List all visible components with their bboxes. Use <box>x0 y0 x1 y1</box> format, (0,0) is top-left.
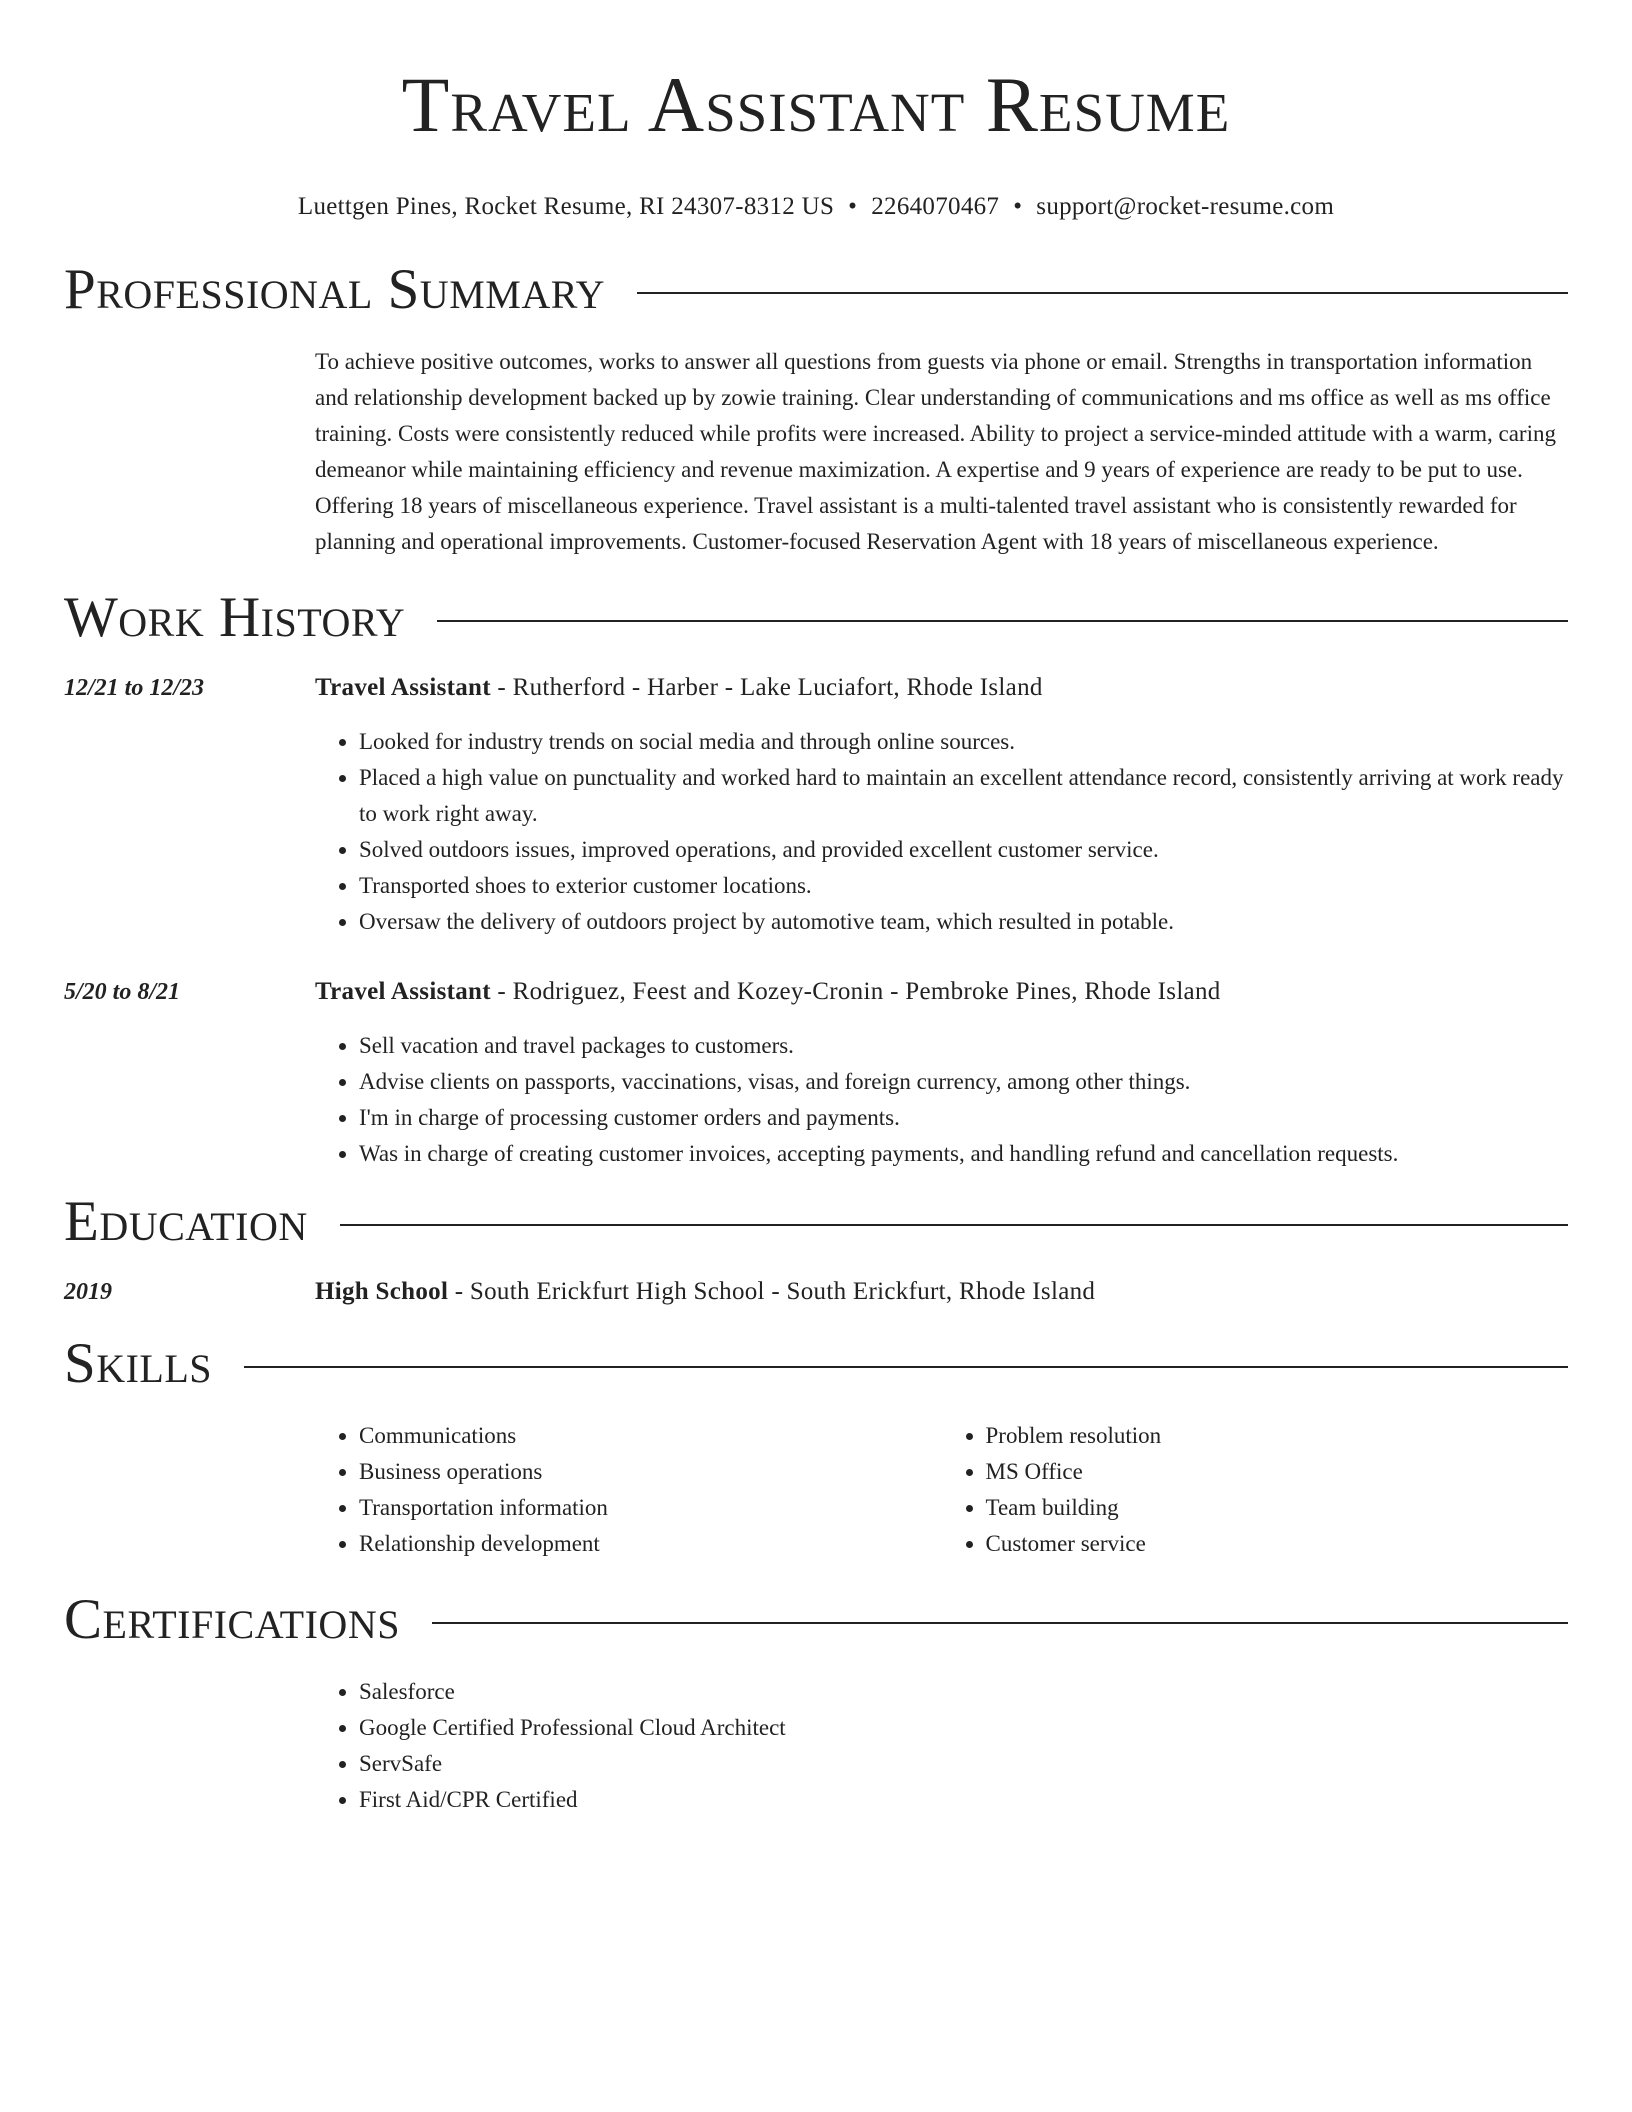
section-title-skills: Skills <box>64 1332 213 1395</box>
job-dates: 5/20 to 8/21 <box>64 979 181 1005</box>
summary-section-header <box>64 258 1568 322</box>
job-entry <box>64 974 1568 1172</box>
job-bullet: • Oversaw the delivery of outdoors project by automotive team, which resulted in potable. <box>359 904 1568 940</box>
skills-list <box>315 1396 1568 1562</box>
job-title-line <box>315 670 1568 706</box>
professional-summary: To achieve positive outcomes, works to answer all questions from guests via phone or email. Strengths in transportation information and relationship development backed up by zowie training. Clear understanding of communications and ms office as well as ms office training. Costs were consistently reduced while profits were increased. Ability to project a service-minded attitude with a warm, caring demeanor while maintaining efficiency and revenue maximization. A expertise and 9 years of experience are ready to be put to use. Offering 18 years of miscellaneous experience. Travel assistant is a multi-talented travel assistant who is consistently rewarded for planning and operational improvements. Customer-focused Reservation Agent with 18 years of miscellaneous experience. <box>315 349 1556 554</box>
job-bullet: • I'm in charge of processing customer orders and payments. <box>359 1100 1568 1136</box>
section-divider <box>637 292 1568 294</box>
contact-line <box>64 192 1568 222</box>
skill-item: • Communications <box>359 1418 942 1454</box>
job-bullet: • Advise clients on passports, vaccinations, visas, and foreign currency, among other things. <box>359 1064 1568 1100</box>
certification-item: • First Aid/CPR Certified <box>359 1782 1568 1818</box>
certifications-section-header <box>64 1588 1568 1652</box>
section-title-work: Work History <box>64 586 406 649</box>
education-line <box>315 1274 1568 1310</box>
skill-item: • Team building <box>986 1490 1569 1526</box>
job-dates: 12/21 to 12/23 <box>64 675 205 701</box>
job-bullet: • Solved outdoors issues, improved operations, and provided excellent customer service. <box>359 832 1568 868</box>
section-divider <box>432 1622 1568 1624</box>
certification-item: • Salesforce <box>359 1674 1568 1710</box>
skills-section-header <box>64 1332 1568 1396</box>
job-bullet: • Was in charge of creating customer invoices, accepting payments, and handling refund and cancellation requests. <box>359 1136 1568 1172</box>
section-divider <box>437 620 1568 622</box>
certification-item: • ServSafe <box>359 1746 1568 1782</box>
job-bullet: • Sell vacation and travel packages to customers. <box>359 1028 1568 1064</box>
education-details: - South Erickfurt High School - South Erickfurt, Rhode Island <box>448 1278 1096 1305</box>
certification-item: • Google Certified Professional Cloud Architect <box>359 1710 1568 1746</box>
job-details: - Rodriguez, Feest and Kozey-Cronin - Pembroke Pines, Rhode Island <box>490 978 1221 1005</box>
work-section-header <box>64 586 1568 650</box>
job-bullets <box>315 724 1568 940</box>
certifications-list <box>315 1674 1568 1818</box>
section-title-summary: Professional Summary <box>64 258 606 321</box>
skills-column-left <box>315 1418 942 1562</box>
contact-email: support@rocket-resume.com <box>1036 193 1335 220</box>
job-title: Travel Assistant <box>315 978 491 1005</box>
skill-item: • Business operations <box>359 1454 942 1490</box>
section-divider <box>340 1224 1568 1226</box>
skills-column-right <box>942 1418 1569 1562</box>
section-title-education: Education <box>64 1190 308 1253</box>
contact-separator: • <box>1013 193 1023 220</box>
skill-item: • Customer service <box>986 1526 1569 1562</box>
contact-phone: 2264070467 <box>871 193 1000 220</box>
education-entry <box>64 1274 1568 1310</box>
job-entry <box>64 670 1568 940</box>
job-bullet: • Placed a high value on punctuality and worked hard to maintain an excellent attendance record, consistently arriving at work ready to work right away. <box>359 760 1568 832</box>
education-year: 2019 <box>64 1279 112 1305</box>
education-section-header <box>64 1190 1568 1254</box>
certifications-bullets <box>315 1674 1568 1818</box>
job-details: - Rutherford - Harber - Lake Luciafort, Rhode Island <box>490 674 1043 701</box>
job-content <box>315 670 1568 940</box>
job-bullet: • Transported shoes to exterior customer locations. <box>359 868 1568 904</box>
section-divider <box>244 1366 1568 1368</box>
section-title-certifications: Certifications <box>64 1588 400 1651</box>
job-bullets <box>315 1028 1568 1172</box>
education-degree: High School <box>315 1278 449 1305</box>
job-title: Travel Assistant <box>315 674 491 701</box>
contact-address: Luettgen Pines, Rocket Resume, RI 24307-8312 US <box>297 193 835 220</box>
contact-separator: • <box>848 193 858 220</box>
skill-item: • Problem resolution <box>986 1418 1569 1454</box>
skill-item: • Relationship development <box>359 1526 942 1562</box>
job-title-line <box>315 974 1568 1010</box>
skill-item: • MS Office <box>986 1454 1569 1490</box>
resume-name: Travel Assistant Resume <box>401 61 1231 148</box>
job-content <box>315 974 1568 1172</box>
job-bullet: • Looked for industry trends on social media and through online sources. <box>359 724 1568 760</box>
skill-item: • Transportation information <box>359 1490 942 1526</box>
